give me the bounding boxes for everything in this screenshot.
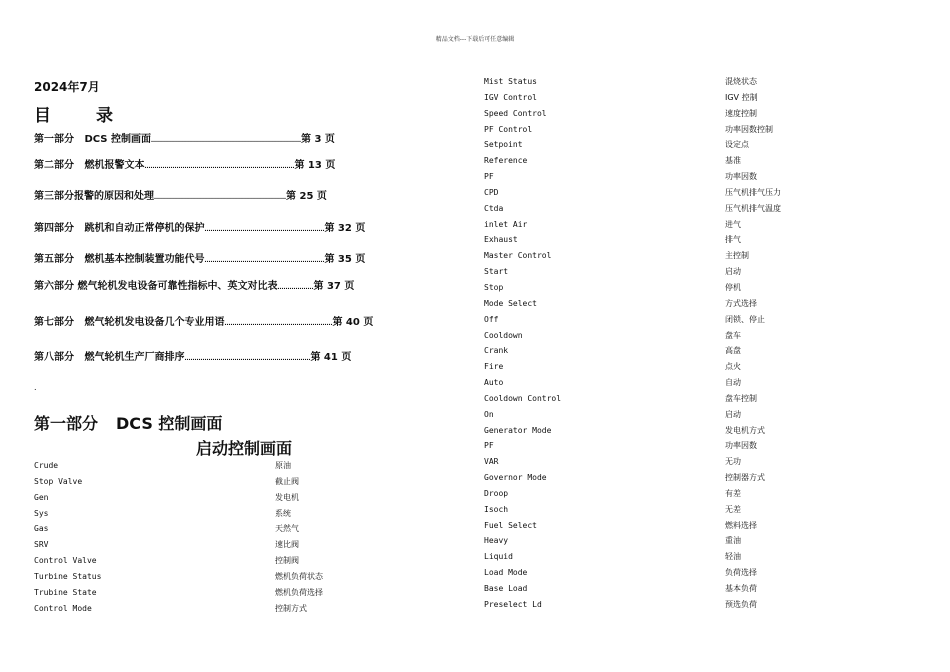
glossary-term-zh: 控制阀 xyxy=(275,556,299,566)
glossary-term-zh: 闭锁、停止 xyxy=(725,314,765,324)
glossary-term-zh: 混烧状态 xyxy=(725,77,757,86)
sub-heading: 启动控制画面 xyxy=(196,439,293,458)
glossary-term-en: Master Control xyxy=(484,251,552,261)
glossary-term-zh: 启动 xyxy=(725,409,741,419)
glossary-term-zh: 速比阀 xyxy=(275,540,299,550)
stray-mark: . xyxy=(34,383,37,392)
glossary-term-en: Mist Status xyxy=(484,77,537,86)
glossary-term-zh: 控制器方式 xyxy=(725,473,765,483)
glossary-term-en: Off xyxy=(484,314,499,324)
glossary-term-zh: 发电机 xyxy=(275,492,299,502)
glossary-term-en: Cooldown xyxy=(484,330,523,340)
glossary-term-zh: 无差 xyxy=(725,504,741,514)
glossary-term-en: Fire xyxy=(484,362,504,372)
toc-entry[interactable]: 第三部分报警的原因和处理…………………………………………………………第 25 页 xyxy=(34,191,327,202)
glossary-term-en: Control Valve xyxy=(34,556,97,566)
glossary-term-en: Ctda xyxy=(484,203,504,213)
glossary-term-zh: 负荷选择 xyxy=(725,568,757,578)
glossary-term-zh: 盘车控制 xyxy=(725,393,757,403)
glossary-term-en: Crank xyxy=(484,346,509,356)
glossary-term-zh: 自动 xyxy=(725,378,741,388)
glossary-term-zh: 基本负荷 xyxy=(725,584,757,593)
glossary-term-zh: 无功 xyxy=(725,457,741,467)
glossary-term-zh: 功率因数 xyxy=(725,441,757,451)
glossary-term-en: Generator Mode xyxy=(484,425,552,435)
toc-entry[interactable]: 第五部分 燃机基本控制装置功能代号……………………………………………………第 35 页 xyxy=(34,254,366,265)
glossary-term-en: Load Mode xyxy=(484,568,528,578)
glossary-term-zh: 排气 xyxy=(725,235,741,245)
toc-entry[interactable]: 第六部分 燃气轮机发电设备可靠性指标中、英文对比表………………第 37 页 xyxy=(34,281,355,292)
glossary-term-en: Reference xyxy=(484,156,528,166)
toc-entry[interactable]: 第一部分 DCS 控制画面…………………………………………………………………第 3 页 xyxy=(34,134,335,145)
glossary-term-zh: 控制方式 xyxy=(275,603,307,613)
glossary-term-en: Setpoint xyxy=(484,140,523,150)
glossary-term-zh: 功率因数 xyxy=(725,172,757,182)
glossary-term-zh: 进气 xyxy=(725,219,741,229)
glossary-term-en: Droop xyxy=(484,488,509,498)
page-header: 精品文档---下载后可任意编辑 xyxy=(435,36,515,43)
glossary-term-en: VAR xyxy=(484,457,499,467)
glossary-term-en: Cooldown Control xyxy=(484,393,562,403)
glossary-term-en: CPD xyxy=(484,187,499,197)
glossary-term-en: Trubine State xyxy=(34,587,97,597)
glossary-term-en: Base Load xyxy=(484,584,528,593)
glossary-term-en: Fuel Select xyxy=(484,520,537,530)
glossary-term-zh: 速度控制 xyxy=(725,108,757,118)
glossary-term-zh: IGV 控制 xyxy=(725,92,758,102)
glossary-term-zh: 点火 xyxy=(725,362,741,372)
glossary-term-en: Speed Control xyxy=(484,108,547,118)
glossary-term-en: Crude xyxy=(34,461,59,470)
glossary-term-zh: 主控制 xyxy=(725,251,749,261)
glossary-term-zh: 燃料选择 xyxy=(725,520,757,530)
glossary-term-en: Heavy xyxy=(484,536,509,546)
part-heading: 第一部分 DCS 控制画面 xyxy=(34,414,223,433)
glossary-term-en: IGV Control xyxy=(484,92,537,102)
glossary-term-zh: 高盘 xyxy=(725,346,741,356)
glossary-term-zh: 原油 xyxy=(275,461,291,470)
glossary-term-en: Turbine Status xyxy=(34,571,102,581)
glossary-term-zh: 燃机负荷状态 xyxy=(275,571,323,581)
glossary-term-zh: 有差 xyxy=(725,488,741,498)
glossary-term-zh: 截止阀 xyxy=(275,476,299,486)
glossary-term-zh: 功率因数控制 xyxy=(725,124,773,134)
glossary-term-zh: 启动 xyxy=(725,267,741,277)
toc-title xyxy=(34,101,434,126)
glossary-term-en: Auto xyxy=(484,378,504,388)
glossary-term-en: Gen xyxy=(34,492,49,502)
glossary-term-zh: 盘车 xyxy=(725,330,741,340)
glossary-term-en: On xyxy=(484,409,494,419)
glossary-term-en: Stop Valve xyxy=(34,476,83,486)
glossary-term-en: Start xyxy=(484,267,509,277)
glossary-term-en: Sys xyxy=(34,508,49,518)
glossary-term-en: SRV xyxy=(34,540,49,550)
glossary-term-en: PF Control xyxy=(484,124,533,134)
glossary-term-zh: 基准 xyxy=(725,156,741,166)
toc-title-char-1: 目 xyxy=(34,106,51,126)
glossary-term-en: Mode Select xyxy=(484,298,537,308)
glossary-term-zh: 燃机负荷选择 xyxy=(275,587,323,597)
glossary-term-en: inlet Air xyxy=(484,219,528,229)
toc-section xyxy=(34,78,434,363)
glossary-term-zh: 轻油 xyxy=(725,552,741,562)
glossary-term-zh: 预选负荷 xyxy=(725,599,757,609)
glossary-term-zh: 设定点 xyxy=(725,140,749,150)
glossary-term-zh: 方式选择 xyxy=(725,298,757,308)
glossary-term-en: PF xyxy=(484,172,494,182)
glossary-term-zh: 天然气 xyxy=(275,524,299,534)
glossary-term-en: Gas xyxy=(34,524,49,534)
toc-entry[interactable]: 第二部分 燃机报警文本…………………………………………………………………第 13 页 xyxy=(34,160,336,171)
glossary-term-zh: 停机 xyxy=(725,282,741,292)
glossary-term-zh: 发电机方式 xyxy=(725,425,765,435)
glossary-term-en: Stop xyxy=(484,282,504,292)
toc-entry[interactable]: 第七部分 燃气轮机发电设备几个专业用语………………………………………………第 40 页 xyxy=(34,317,374,328)
toc-title-char-2: 录 xyxy=(96,106,113,126)
glossary-term-en: Liquid xyxy=(484,552,513,562)
document-date: 2024年7月 xyxy=(34,80,100,94)
glossary-term-en: PF xyxy=(484,441,494,451)
toc-entry[interactable]: 第四部分 跳机和自动正常停机的保护……………………………………………………第 32 页 xyxy=(34,223,366,234)
toc-entry[interactable]: 第八部分 燃气轮机生产厂商排序………………………………………………………第 41 页 xyxy=(34,352,352,363)
glossary-term-en: Governor Mode xyxy=(484,473,547,483)
glossary-term-zh: 系统 xyxy=(275,508,291,518)
glossary-term-zh: 压气机排气温度 xyxy=(725,203,781,213)
glossary-term-en: Isoch xyxy=(484,504,509,514)
glossary-term-en: Control Mode xyxy=(34,603,92,613)
glossary-term-zh: 重油 xyxy=(725,536,741,546)
glossary-term-zh: 压气机排气压力 xyxy=(725,187,781,197)
glossary-term-en: Preselect Ld xyxy=(484,599,542,609)
glossary-term-en: Exhaust xyxy=(484,235,518,245)
